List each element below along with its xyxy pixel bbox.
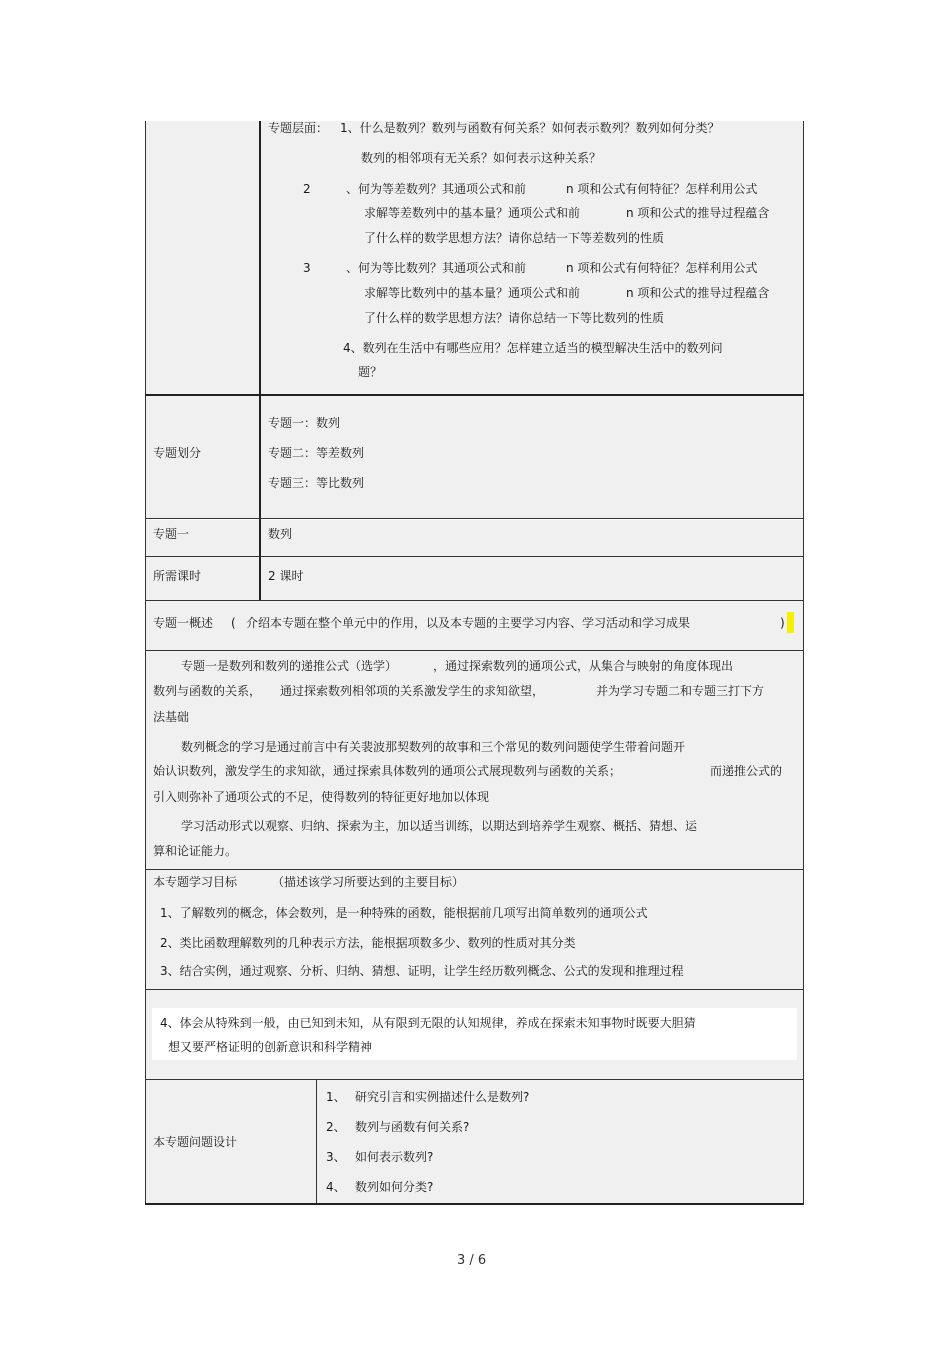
question-num-4: 4、	[326, 1180, 346, 1194]
questions-label: 本专题问题设计	[153, 1135, 238, 1149]
levels-q2-e: 了什么样的数学思想方法？请你总结一下等差数列的性质	[364, 231, 665, 245]
question-num-1: 1、	[326, 1090, 346, 1104]
col-divider-top	[259, 121, 261, 600]
row-border	[145, 556, 804, 557]
overview-hint: 介绍本专题在整个单元中的作用，以及本专题的主要学习内容、学习活动和学习成果	[246, 616, 691, 630]
levels-q2-a: 、何为等差数列？其通项公式和前	[346, 182, 527, 196]
goal-3: 3、结合实例，通过观察、分析、归纳、猜想、证明，让学生经历数列概念、公式的发现和推理过程	[160, 964, 684, 978]
question-text-4: 数列如何分类?	[355, 1180, 434, 1194]
hours-value: 2 课时	[268, 569, 304, 583]
overview-paren-open: (	[231, 616, 236, 630]
levels-q2-d: n 项和公式的推导过程蕴含	[626, 206, 770, 220]
division-label: 专题划分	[153, 446, 202, 460]
row-border	[145, 989, 804, 990]
levels-q3-a: 、何为等比数列？其通项公式和前	[346, 261, 527, 275]
levels-label: 专题层面：	[268, 121, 329, 135]
row-border	[145, 869, 804, 870]
goal-1: 1、了解数列的概念，体会数列，是一种特殊的函数，能根据前几项写出简单数列的通项公式	[160, 906, 648, 920]
goal-4-l2: 想又要严格证明的创新意识和科学精神	[168, 1040, 373, 1054]
levels-q3-num: 3	[303, 261, 311, 275]
overview-p3-l1: 学习活动形式以观察、归纳、探索为主，加以适当训练，以期达到培养学生观察、概括、猜想、运	[181, 819, 698, 833]
overview-p1-l1a: 专题一是数列和数列的递推公式（选学）	[181, 659, 398, 673]
overview-p1-l3: 法基础	[153, 710, 190, 724]
levels-q1-line1: 1、什么是数列？数列与函数有何关系？如何表示数列？数列如何分类？	[340, 121, 720, 135]
goals-title: 本专题学习目标	[153, 875, 238, 889]
page-number: 3 / 6	[457, 1253, 487, 1268]
division-item-2: 专题二：等差数列	[268, 446, 365, 460]
levels-q4-line1: 4、数列在生活中有哪些应用？怎样建立适当的模型解决生活中的数列问	[343, 341, 723, 355]
division-item-1: 专题一：数列	[268, 416, 341, 430]
levels-q4-line2: 题？	[358, 365, 383, 379]
division-item-3: 专题三：等比数列	[268, 476, 365, 490]
levels-q2-num: 2	[303, 182, 311, 196]
overview-p1-l2c: 并为学习专题二和专题三打下方	[596, 684, 765, 698]
topic-value: 数列	[268, 527, 293, 541]
levels-q2-c: 求解等差数列中的基本量？通项公式和前	[364, 206, 581, 220]
question-text-1: 研究引言和实例描述什么是数列?	[355, 1090, 530, 1104]
topic-label: 专题一	[153, 527, 190, 541]
overview-p3-l2: 算和论证能力。	[153, 844, 238, 858]
goal-2: 2、类比函数理解数列的几种表示方法，能根据项数多少、数列的性质对其分类	[160, 936, 576, 950]
question-num-2: 2、	[326, 1120, 346, 1134]
overview-p1-l2b: 通过探索数列相邻项的关系激发学生的求知欲望，	[280, 684, 545, 698]
hours-right-cell	[261, 557, 803, 600]
table-border-right	[803, 121, 804, 1205]
overview-p2-l2b: 而递推公式的	[710, 764, 783, 778]
highlight-marker	[787, 612, 794, 633]
row-border	[145, 650, 804, 651]
col-divider-bottom	[316, 1080, 317, 1205]
topic-right-cell	[261, 520, 803, 556]
levels-q3-e: 了什么样的数学思想方法？请你总结一下等比数列的性质	[364, 311, 665, 325]
levels-left-cell	[146, 121, 260, 395]
question-num-3: 3、	[326, 1150, 346, 1164]
levels-q3-c: 求解等比数列中的基本量？通项公式和前	[364, 286, 581, 300]
hours-label: 所需课时	[153, 569, 202, 583]
overview-paren-close: )	[780, 616, 785, 630]
row-border	[145, 600, 804, 601]
overview-p2-l1: 数列概念的学习是通过前言中有关裴波那契数列的故事和三个常见的数列问题使学生带着问题开	[181, 740, 686, 754]
levels-q2-b: n 项和公式有何特征？怎样利用公式	[566, 182, 758, 196]
goal-4-l1: 4、体会从特殊到一般，由已知到未知，从有限到无限的认知规律，养成在探索未知事物时既要大胆猜	[160, 1016, 696, 1030]
question-text-3: 如何表示数列?	[355, 1150, 434, 1164]
levels-q3-b: n 项和公式有何特征？怎样利用公式	[566, 261, 758, 275]
row-border	[145, 1079, 804, 1080]
row-border	[145, 394, 804, 396]
overview-p2-l3: 引入则弥补了通项公式的不足，使得数列的特征更好地加以体现	[153, 790, 490, 804]
row-border	[145, 518, 804, 519]
table-border-bottom	[145, 1203, 804, 1205]
overview-p2-l2a: 始认识数列，激发学生的求知欲，通过探索具体数列的通项公式展现数列与函数的关系；	[153, 764, 622, 778]
levels-q1-line2: 数列的相邻项有无关系？如何表示这种关系？	[361, 151, 602, 165]
overview-p1-l1b: ，通过探索数列的通项公式，从集合与映射的角度体现出	[433, 659, 734, 673]
question-text-2: 数列与函数有何关系?	[355, 1120, 470, 1134]
levels-q3-d: n 项和公式的推导过程蕴含	[626, 286, 770, 300]
overview-p1-l2a: 数列与函数的关系，	[153, 684, 262, 698]
goals-hint: （描述该学习所要达到的主要目标）	[272, 875, 465, 889]
overview-title: 专题一概述	[153, 616, 214, 630]
table-border-left	[145, 121, 146, 1205]
